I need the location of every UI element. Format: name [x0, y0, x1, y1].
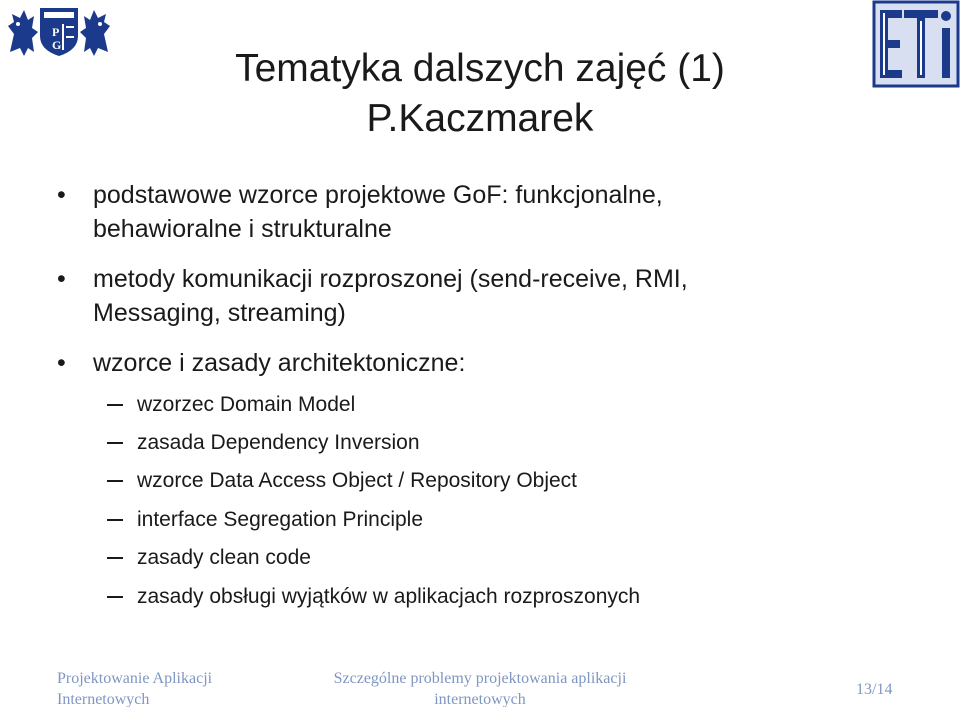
- dash-icon: [107, 404, 123, 406]
- sub-item-text: zasada Dependency Inversion: [137, 431, 420, 454]
- sub-item: [137, 467, 897, 495]
- sub-item: [137, 583, 897, 611]
- dash-icon: [107, 519, 123, 521]
- sub-item-text: interface Segregation Principle: [137, 508, 424, 531]
- dash-icon: [107, 480, 123, 482]
- slide-title-line2: P.Kaczmarek: [366, 97, 594, 140]
- footer-left-line1: Projektowanie Aplikacji: [57, 670, 213, 687]
- slide-title-line1: Tematyka dalszych zajęć (1): [235, 47, 725, 90]
- sub-item-text: wzorce Data Access Object / Repository Object: [137, 469, 578, 492]
- dash-icon: [107, 596, 123, 598]
- footer-course-name: [57, 668, 257, 707]
- sub-item: [137, 544, 897, 572]
- sub-item: [137, 391, 897, 419]
- dash-icon: [107, 557, 123, 559]
- footer-lecture-title: [330, 668, 630, 707]
- svg-text:G: G: [52, 38, 62, 52]
- sub-item: [137, 429, 897, 457]
- bullet-item: • podstawowe wzorce projektowe GoF: funkcjonalne, behawioralne i strukturalne: [93, 178, 813, 246]
- footer-center-line2: internetowych: [434, 691, 526, 707]
- dash-icon: [107, 442, 123, 444]
- sub-item-text: zasady obsługi wyjątków w aplikacjach rozproszonych: [137, 585, 641, 608]
- svg-text:P: P: [52, 25, 60, 39]
- sub-item-text: zasady clean code: [137, 546, 311, 569]
- sub-item: [137, 506, 897, 534]
- sub-item-text: wzorzec Domain Model: [137, 393, 356, 416]
- footer-left-line2: Internetowych: [57, 691, 150, 707]
- page-number: 13/14: [856, 681, 893, 698]
- footer-center-line1: Szczególne problemy projektowania aplikacji: [333, 670, 627, 687]
- bullet-item: • wzorce i zasady architektoniczne:: [93, 346, 813, 380]
- bullet-item: • metody komunikacji rozproszonej (send-receive, RMI, Messaging, streaming): [93, 262, 813, 330]
